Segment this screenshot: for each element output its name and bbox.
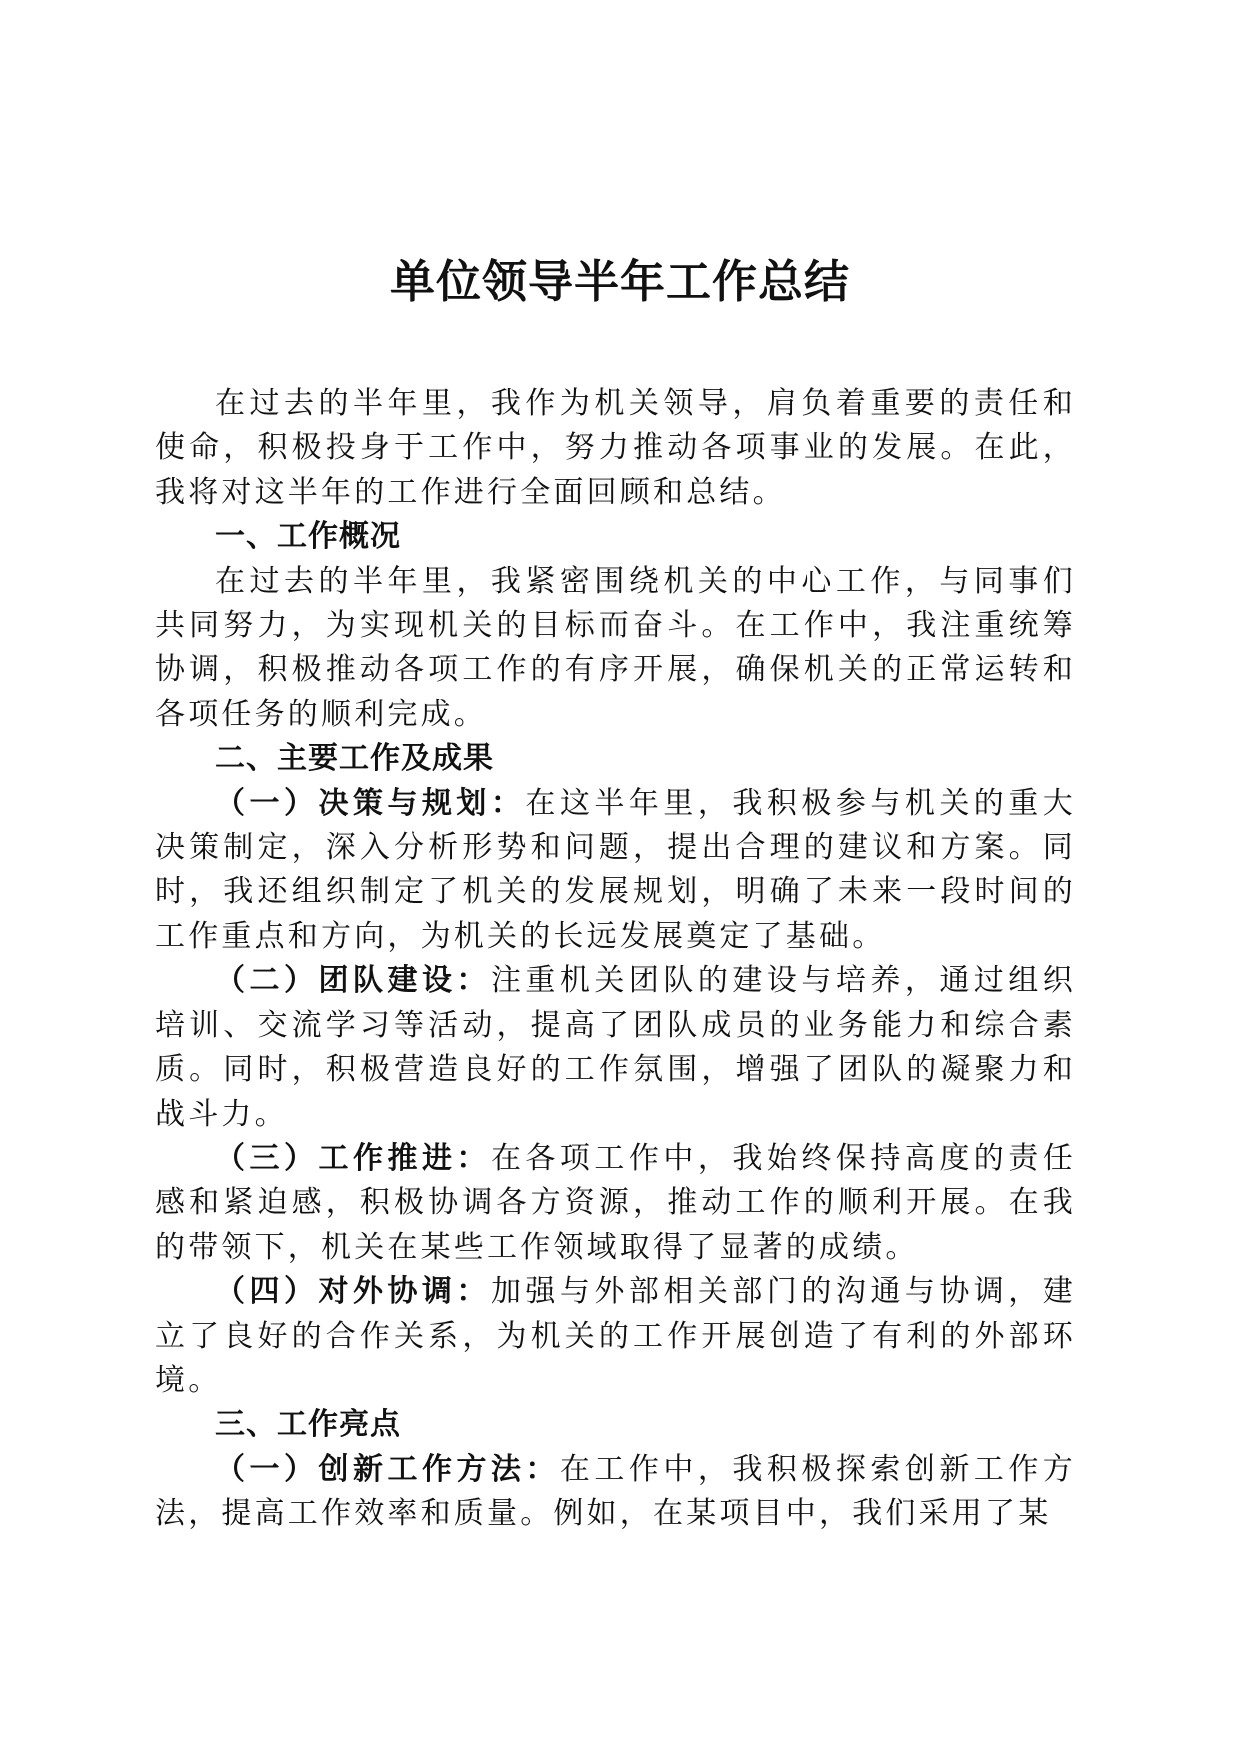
item-lead: （三）工作推进： <box>215 1140 491 1176</box>
section-heading-highlights: 三、工作亮点 <box>215 1407 401 1443</box>
main-work-item-progress <box>155 1137 1076 1270</box>
item-lead: （二）团队建设： <box>215 963 491 999</box>
section-heading-main-work: 二、主要工作及成果 <box>215 741 494 777</box>
item-text: 在各项工作中，我始终保持高度的责任感和紧迫感，积极协调各方资源，推动工作的顺利开展。在我的带领下，机关在某些工作领域取得了显著的成绩。 <box>155 1140 1076 1265</box>
main-work-item-team <box>155 959 1076 1137</box>
item-text: 在这半年里，我积极参与机关的重大决策制定，深入分析形势和问题，提出合理的建议和方案。同时，我还组织制定了机关的发展规划，明确了未来一段时间的工作重点和方向，为机关的长远发展奠定了基础。 <box>155 785 1076 954</box>
overview-paragraph: 在过去的半年里，我紧密围绕机关的中心工作，与同事们共同努力，为实现机关的目标而奋斗。在工作中，我注重统筹协调，积极推动各项工作的有序开展，确保机关的正常运转和各项任务的顺利完成。 <box>155 563 1076 732</box>
section-heading-overview: 一、工作概况 <box>215 519 401 555</box>
item-text: 加强与外部相关部门的沟通与协调，建立了良好的合作关系，为机关的工作开展创造了有利的外部环境。 <box>155 1274 1076 1398</box>
document-title: 单位领导半年工作总结 <box>389 255 850 308</box>
main-work-item-external <box>155 1270 1076 1403</box>
item-lead: （一）创新工作方法： <box>215 1451 560 1487</box>
item-lead: （四）对外协调： <box>215 1274 491 1310</box>
highlight-item-innovation <box>155 1448 1076 1537</box>
main-work-item-decision <box>155 782 1076 960</box>
item-lead: （一）决策与规划： <box>215 785 526 821</box>
item-text: 注重机关团队的建设与培养，通过组织培训、交流学习等活动，提高了团队成员的业务能力和综合素质。同时，积极营造良好的工作氛围，增强了团队的凝聚力和战斗力。 <box>155 963 1076 1132</box>
item-text: 在工作中，我积极探索创新工作方法，提高工作效率和质量。例如，在某项目中，我们采用了某 <box>155 1451 1077 1532</box>
document-body <box>155 382 1076 1537</box>
intro-paragraph: 在过去的半年里，我作为机关领导，肩负着重要的责任和使命，积极投身于工作中，努力推动各项事业的发展。在此，我将对这半年的工作进行全面回顾和总结。 <box>155 386 1076 510</box>
